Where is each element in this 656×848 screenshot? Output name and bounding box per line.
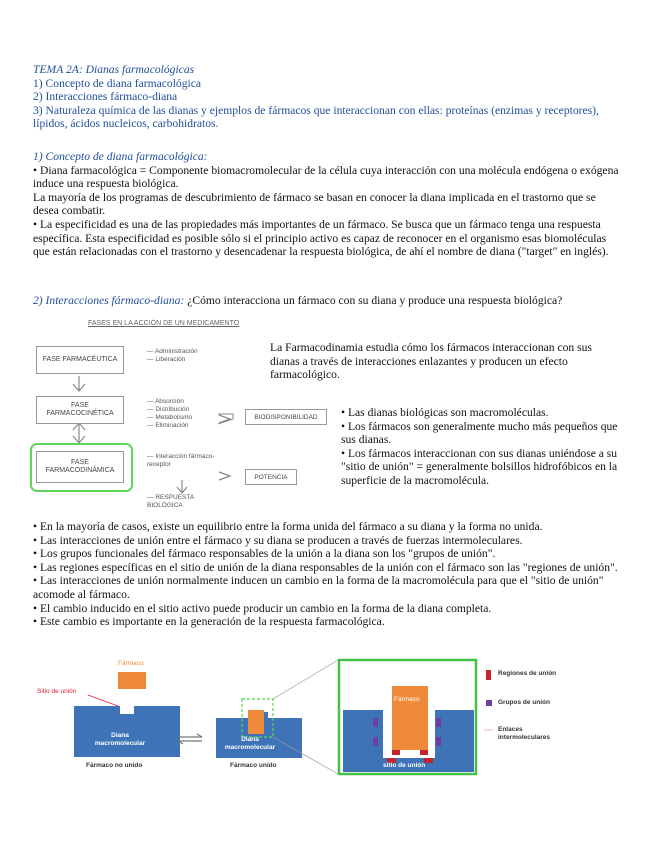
bidirectional-arrow-icon bbox=[73, 423, 85, 443]
toc-item: 1) Concepto de diana farmacológica bbox=[33, 76, 202, 90]
result-potency: POTENCIA bbox=[245, 469, 297, 485]
bullet: • Los fármacos son generalmente mucho más pequeños que sus dianas. bbox=[341, 419, 618, 447]
section-2-heading: 2) Interacciones fármaco-diana: bbox=[33, 294, 185, 307]
legend-binding-regions: Regiones de unión bbox=[498, 670, 557, 677]
drug-label: Fármaco bbox=[118, 660, 144, 667]
legend-binding-groups: Grupos de unión bbox=[498, 699, 550, 706]
binding-group bbox=[436, 718, 441, 727]
item: Absorción bbox=[154, 398, 184, 405]
doc-title: TEMA 2A: Dianas farmacológicas bbox=[33, 63, 195, 76]
item: Administración bbox=[154, 348, 198, 355]
binding-region bbox=[420, 750, 428, 755]
bullet: • Las interacciones de unión normalmente inducen un cambio en la forma de la macromolécula para que el "sitio de unión" acomode al fármaco. bbox=[33, 574, 604, 601]
header bbox=[33, 63, 623, 131]
bullet: • Las regiones específicas en el sitio de unión de la diana responsables de la unión con el fármaco son las "regiones de unión". bbox=[33, 560, 618, 574]
paragraph: • La especificidad es una de las propiedades más importantes de un fármaco. Se busca que un fármaco tenga una respuesta específica. Esta especificidad es posible sólo si el principio activo es capaz de reconocer en el organismo esas biomoléculas que están relacionadas con el trastorno y desencadenar la respuesta biológica, de ahí el nombre de diana ("target" en inglés). bbox=[33, 217, 609, 259]
legend-swatch bbox=[486, 700, 492, 706]
binding-group bbox=[373, 737, 378, 746]
drug-shape bbox=[248, 710, 264, 734]
section-1-heading: 1) Concepto de diana farmacológica: bbox=[33, 150, 208, 163]
interaction-bullets bbox=[33, 520, 623, 629]
legend-swatch bbox=[486, 670, 491, 680]
toc-item: 3) Naturaleza química de las dianas y ejemplos de fármacos que interaccionan con ellas: proteínas (enzimas y receptores), lípidos, ácidos nucleicos, carbohidratos. bbox=[33, 103, 599, 131]
right-arrow-icon bbox=[219, 472, 230, 480]
phase-box-pharmacokinetic: FASE FARMACOCINÉTICA bbox=[36, 396, 124, 424]
down-arrow-icon bbox=[177, 480, 187, 493]
binding-group bbox=[373, 718, 378, 727]
bound-label: Fármaco unido bbox=[230, 762, 277, 769]
paragraph: La mayoría de los programas de descubrimiento de fármaco se basan en conocer la diana implicada en el trastorno que se desea combatir. bbox=[33, 190, 596, 218]
bullet: • El cambio inducido en el sitio activo puede producir un cambio en la forma de la diana completa. bbox=[33, 601, 492, 615]
pharmacodynamics-intro: La Farmacodinamia estudia cómo los fármacos interaccionan con sus dianas a través de interacciones enlazantes y producen un efecto farmacológico. bbox=[270, 341, 592, 382]
equilibrium-arrow-icon bbox=[178, 734, 202, 737]
phase-box-pharmacodynamic: FASE FARMACODINÁMICA bbox=[36, 451, 124, 483]
pointer-line bbox=[88, 695, 118, 706]
bullet: • Los grupos funcionales del fármaco responsables de la unión a la diana son los "grupos de unión". bbox=[33, 547, 496, 561]
target-label: Diana macromolecular bbox=[94, 732, 146, 747]
bullet: • En la mayoría de casos, existe un equilibrio entre la forma unida del fármaco a su diana y la forma no unida. bbox=[33, 520, 543, 533]
section-1 bbox=[33, 150, 623, 259]
legend-intermolecular-bonds: Enlaces intermoleculares bbox=[498, 726, 551, 741]
section-2-heading-line bbox=[33, 294, 623, 308]
zoom-drug-label: Fármaco bbox=[394, 696, 420, 703]
binding-region bbox=[392, 750, 400, 755]
equilibrium-arrow-icon bbox=[178, 741, 202, 744]
drug-shape bbox=[118, 672, 146, 689]
side-bullets bbox=[341, 406, 621, 488]
zoom-line bbox=[273, 660, 338, 699]
phase-box-pharmaceutical: FASE FARMACÉUTICA bbox=[36, 346, 124, 374]
bullet: • Las interacciones de unión entre el fármaco y su diana se producen a través de fuerzas intermoleculares. bbox=[33, 533, 523, 547]
item: RESPUESTA BIOLÓGICA bbox=[147, 494, 194, 509]
binding-region bbox=[424, 758, 433, 763]
section-2-question: ¿Cómo interacciona un fármaco con su diana y produce una respuesta biológica? bbox=[184, 294, 563, 307]
target-label: Diana macromolecular bbox=[224, 736, 276, 751]
item: Distribución bbox=[155, 406, 190, 413]
phase2-items: — Absorción — Distribución — Metabolismo — Eliminación bbox=[147, 398, 193, 429]
site-label: Sitio de unión bbox=[37, 688, 77, 695]
phase1-items: — Administración — Liberación bbox=[147, 348, 198, 363]
biological-response: — RESPUESTA BIOLÓGICA bbox=[147, 494, 194, 509]
bullet: • Los fármacos interaccionan con sus dianas uniéndose a su "sitio de unión" = generalmente bolsillos hidrofóbicos en la superficie de la macromolécula. bbox=[341, 446, 618, 487]
item: Metabolismo bbox=[155, 414, 193, 421]
item: Liberación bbox=[155, 356, 186, 363]
binding-figure bbox=[30, 658, 630, 778]
result-bioavailability: BIODISPONIBILIDAD bbox=[245, 409, 327, 425]
item: Interacción fármaco-receptor bbox=[147, 453, 215, 468]
phase3-items: — Interacción fármaco-receptor bbox=[147, 453, 215, 468]
item: Eliminación bbox=[155, 422, 189, 429]
bullet: • Este cambio es importante en la generación de la respuesta farmacológica. bbox=[33, 615, 385, 629]
bullet: • Las dianas biológicas son macromoléculas. bbox=[341, 406, 549, 419]
figure-title: FASES EN LA ACCIÓN DE UN MEDICAMENTO bbox=[88, 320, 240, 327]
paragraph: • Diana farmacológica = Componente biomacromolecular de la célula cuya interacción con una molécula endógena o exógena induce una respuesta biológica. bbox=[33, 163, 619, 191]
toc-item: 2) Interacciones fármaco-diana bbox=[33, 90, 178, 104]
zoom-site-label: sitio de unión bbox=[383, 762, 426, 769]
unbound-label: Fármaco no unido bbox=[86, 762, 143, 769]
down-arrow-icon bbox=[73, 376, 85, 391]
binding-group bbox=[436, 737, 441, 746]
